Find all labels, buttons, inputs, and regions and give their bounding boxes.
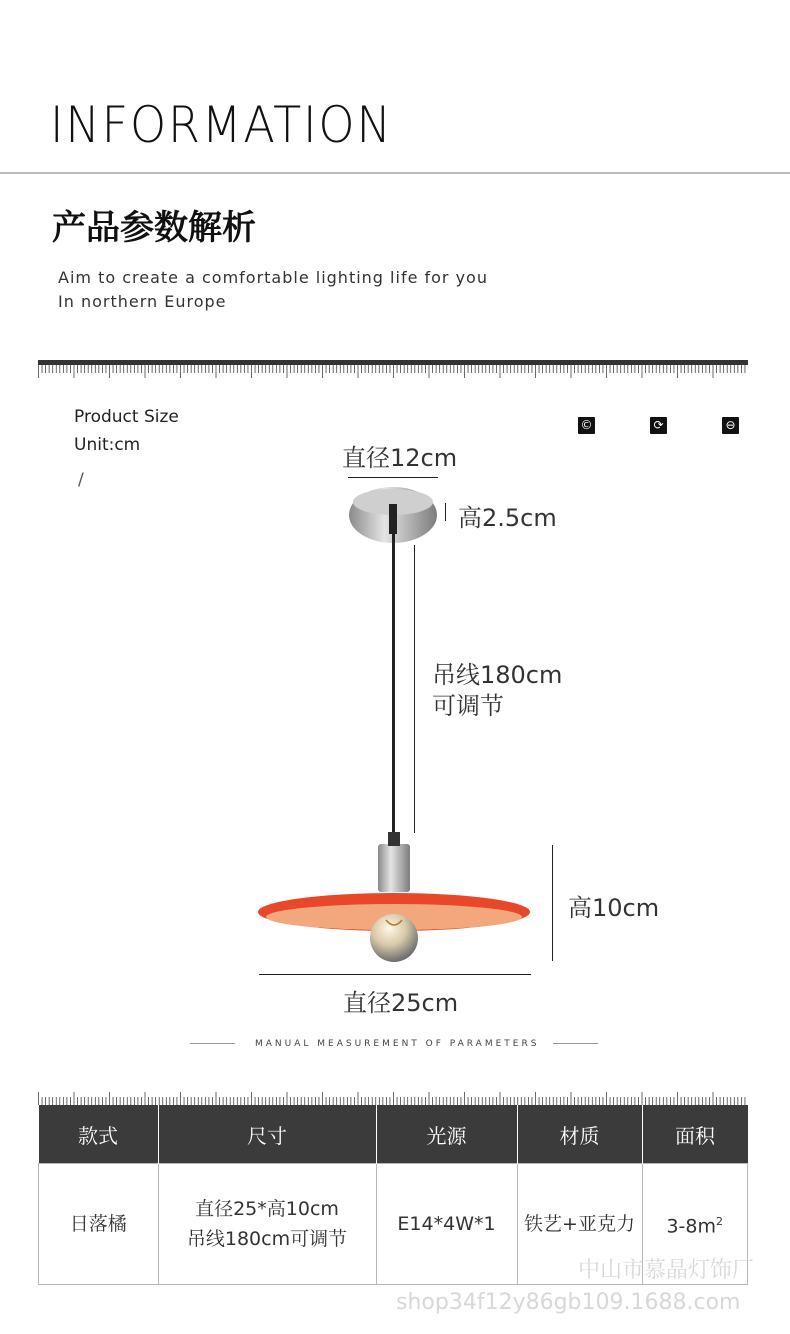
socket-shape: [378, 844, 410, 892]
caption-line-left: [190, 1043, 235, 1044]
cell-material: 铁艺+亚克力: [517, 1164, 642, 1285]
cell-size-line-2: 吊线180cm可调节: [186, 1228, 348, 1250]
measurement-caption: MANUAL MEASUREMENT OF PARAMETERS: [255, 1039, 540, 1049]
header-size: 尺寸: [158, 1105, 376, 1164]
shade-diameter-line: [259, 974, 531, 975]
header-material: 材质: [517, 1105, 642, 1164]
title-divider: [0, 172, 790, 174]
copyright-icon[interactable]: ©: [578, 417, 595, 434]
cord-shape: [392, 530, 395, 835]
product-size-label: Product Size: [74, 407, 179, 427]
ruler-top-ticks: [38, 365, 748, 378]
table-header-row: [39, 1105, 748, 1164]
slogan-line-1: Aim to create a comfortable lighting life for you: [58, 268, 488, 287]
cell-size: [158, 1164, 376, 1285]
section-title: 产品参数解析: [52, 208, 256, 248]
cell-style: 日落橘: [39, 1164, 159, 1285]
watermark-company: 中山市慕晶灯饰厂: [578, 1258, 755, 1283]
canopy-height-label: 高2.5cm: [458, 504, 557, 532]
cell-light: E14*4W*1: [376, 1164, 517, 1285]
unit-label: Unit:cm: [74, 435, 141, 455]
watermark-url: shop34f12y86gb109.1688.com: [396, 1290, 741, 1315]
shade-height-label: 高10cm: [568, 894, 660, 922]
slash-mark: /: [78, 470, 84, 490]
cell-area-value: 3-8m: [666, 1215, 717, 1238]
shade-diameter-label: 直径25cm: [343, 989, 459, 1017]
refresh-icon[interactable]: ⟳: [650, 417, 667, 434]
header-light: 光源: [376, 1105, 517, 1164]
bulb-shape: [370, 914, 418, 962]
shade-height-line: [552, 845, 553, 961]
pendant-lamp-illustration: [250, 480, 540, 970]
cell-area-sup: 2: [716, 1214, 724, 1228]
cord-adjustable-label: 可调节: [432, 692, 504, 720]
minus-circle-icon[interactable]: ⊖: [722, 417, 739, 434]
header-style: 款式: [39, 1105, 159, 1164]
ruler-bottom-ticks: [38, 1092, 748, 1105]
caption-line-right: [553, 1043, 598, 1044]
page-title: INFORMATION: [50, 96, 393, 154]
slogan-line-2: In northern Europe: [58, 292, 227, 311]
cell-size-line-1: 直径25*高10cm: [195, 1198, 339, 1220]
canopy-diameter-line: [348, 477, 438, 478]
header-area: 面积: [642, 1105, 748, 1164]
canopy-diameter-label: 直径12cm: [342, 444, 458, 472]
cord-length-label: 吊线180cm: [432, 661, 563, 689]
